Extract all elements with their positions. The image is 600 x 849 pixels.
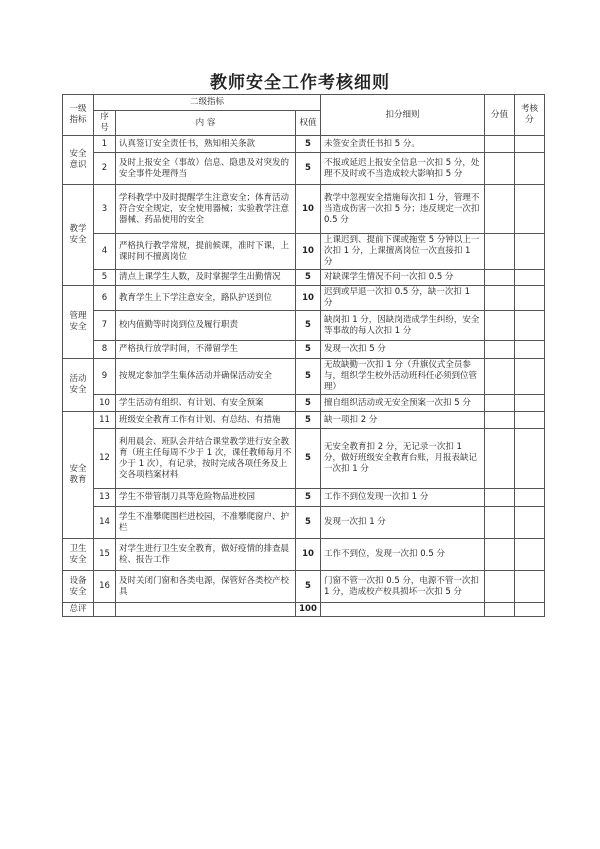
header-assess: 考核分	[515, 95, 545, 136]
page-title: 教师安全工作考核细则	[210, 73, 390, 93]
total-assess-cell[interactable]	[515, 603, 545, 617]
assess-cell[interactable]	[515, 286, 545, 311]
score-cell[interactable]	[485, 311, 515, 341]
score-cell[interactable]	[485, 429, 515, 489]
category-cell: 卫生安全	[63, 539, 94, 571]
row-rule: 缺一项扣 2 分	[321, 412, 485, 429]
row-content: 学生活动有组织、有计划、有安全预案	[116, 395, 296, 412]
score-cell[interactable]	[485, 341, 515, 359]
assessment-table	[62, 94, 545, 617]
row-number: 9	[94, 359, 116, 395]
row-rule: 迟到或早退一次扣 0.5 分，缺一次扣 1 分	[321, 286, 485, 311]
row-number: 11	[94, 412, 116, 429]
score-cell[interactable]	[485, 571, 515, 603]
row-number: 8	[94, 341, 116, 359]
table-row	[63, 185, 545, 234]
row-weight: 5	[296, 359, 321, 395]
score-cell[interactable]	[485, 185, 515, 234]
row-rule: 教学中忽视安全措施每次扣 1 分，管理不当造成伤害一次扣 5 分；违反规定一次扣 0.5 分	[321, 185, 485, 234]
table-row	[63, 359, 545, 395]
assess-cell[interactable]	[515, 507, 545, 539]
row-rule: 发现一次扣 1 分	[321, 507, 485, 539]
row-weight: 5	[296, 311, 321, 341]
row-rule: 未签安全责任书扣 5 分。	[321, 136, 485, 153]
total-weight: 100	[296, 603, 321, 617]
score-cell[interactable]	[485, 395, 515, 412]
row-weight: 5	[296, 489, 321, 507]
row-rule: 工作不到位发现一次扣 1 分	[321, 489, 485, 507]
score-cell[interactable]	[485, 153, 515, 185]
score-cell[interactable]	[485, 489, 515, 507]
row-number: 6	[94, 286, 116, 311]
row-weight: 10	[296, 286, 321, 311]
row-weight: 10	[296, 539, 321, 571]
header-deduct: 扣分细则	[321, 95, 485, 136]
row-number: 16	[94, 571, 116, 603]
row-number: 3	[94, 185, 116, 234]
row-weight: 5	[296, 270, 321, 286]
row-content: 按规定参加学生集体活动并确保活动安全	[116, 359, 296, 395]
category-cell: 设备安全	[63, 571, 94, 603]
empty-cell	[94, 603, 116, 617]
row-rule: 发现一次扣 5 分	[321, 341, 485, 359]
row-weight: 5	[296, 429, 321, 489]
row-weight: 10	[296, 185, 321, 234]
assess-cell[interactable]	[515, 429, 545, 489]
table-row	[63, 311, 545, 341]
row-number: 4	[94, 234, 116, 270]
assess-cell[interactable]	[515, 185, 545, 234]
table-row	[63, 286, 545, 311]
row-content: 教育学生上下学注意安全，路队护送到位	[116, 286, 296, 311]
assess-cell[interactable]	[515, 359, 545, 395]
row-rule: 无故缺勤一次扣 1 分（升旗仪式全员参与，组织学生校外活动班科任必须到位管理）	[321, 359, 485, 395]
row-rule: 不报或延迟上报安全信息一次扣 5 分，处理不及时或不当造成较大影响扣 5 分	[321, 153, 485, 185]
row-content: 学生不准攀爬围栏进校园，不准攀爬窗户、护栏	[116, 507, 296, 539]
row-content: 严格执行教学常规，提前候课，准时下课，上课时间不擅离岗位	[116, 234, 296, 270]
row-rule: 缺岗扣 1 分，因缺岗造成学生纠纷，安全等事故的每人次扣 1 分	[321, 311, 485, 341]
row-rule: 对缺课学生情况不问一次扣 0.5 分	[321, 270, 485, 286]
row-content: 对学生进行卫生安全教育，做好疫情的排查晨检、报告工作	[116, 539, 296, 571]
row-number: 2	[94, 153, 116, 185]
row-number: 7	[94, 311, 116, 341]
assess-cell[interactable]	[515, 341, 545, 359]
table-row	[63, 153, 545, 185]
score-cell[interactable]	[485, 507, 515, 539]
assess-cell[interactable]	[515, 395, 545, 412]
category-cell: 安全意识	[63, 136, 94, 185]
category-cell: 管理安全	[63, 286, 94, 359]
row-rule: 门窗不管一次扣 0.5 分，电源不管一次扣 1 分，造成校产校具损坏一次扣 5 分	[321, 571, 485, 603]
assess-cell[interactable]	[515, 270, 545, 286]
row-weight: 5	[296, 395, 321, 412]
row-number: 1	[94, 136, 116, 153]
header-level2: 二级指标	[94, 95, 321, 111]
category-cell: 安全教育	[63, 412, 94, 539]
row-content: 认真签订安全责任书，熟知相关条款	[116, 136, 296, 153]
row-content: 班级安全教育工作有计划、有总结、有措施	[116, 412, 296, 429]
row-number: 12	[94, 429, 116, 489]
table-row	[63, 395, 545, 412]
row-content: 及时上报安全（事故）信息、隐患及对突发的安全事件处理得当	[116, 153, 296, 185]
row-weight: 5	[296, 412, 321, 429]
header-content: 内 容	[116, 111, 296, 136]
row-weight: 5	[296, 136, 321, 153]
empty-cell	[116, 603, 296, 617]
header-weight: 权值	[296, 111, 321, 136]
row-weight: 5	[296, 341, 321, 359]
row-number: 14	[94, 507, 116, 539]
header-seq: 序号	[94, 111, 116, 136]
row-number: 10	[94, 395, 116, 412]
row-content: 学科教学中及时提醒学生注意安全；体育活动符合安全规定，安全使用器械；实验教学注意器械、药品使用的安全	[116, 185, 296, 234]
row-rule: 无安全教育扣 2 分，无记录一次扣 1 分，做好班级安全教育台账，月报表缺记一次扣 1 分	[321, 429, 485, 489]
assess-cell[interactable]	[515, 234, 545, 270]
row-content: 利用晨会、班队会并结合课堂教学进行安全教育（班主任每周不少于 1 次，课任教师每月不少于 1 次），有记录，按时完成各项任务及上交各项档案材料	[116, 429, 296, 489]
score-cell[interactable]	[485, 412, 515, 429]
assess-cell[interactable]	[515, 539, 545, 571]
score-cell[interactable]	[485, 270, 515, 286]
empty-cell	[321, 603, 485, 617]
table-row	[63, 412, 545, 429]
score-cell[interactable]	[485, 286, 515, 311]
row-rule: 擅自组织活动或无安全预案一次扣 5 分	[321, 395, 485, 412]
table-row	[63, 234, 545, 270]
table-row	[63, 429, 545, 489]
total-row	[63, 603, 545, 617]
row-content: 校内值勤等时岗到位及履行职责	[116, 311, 296, 341]
row-weight: 5	[296, 507, 321, 539]
row-content: 严格执行放学时间，不滞留学生	[116, 341, 296, 359]
row-weight: 10	[296, 234, 321, 270]
score-cell[interactable]	[485, 539, 515, 571]
score-cell[interactable]	[485, 136, 515, 153]
row-content: 清点上课学生人数，及时掌握学生出勤情况	[116, 270, 296, 286]
row-rule: 上课迟到、提前下课或拖堂 5 分钟以上一次扣 1 分，上课擅离岗位一次直接扣 1 分	[321, 234, 485, 270]
row-weight: 5	[296, 571, 321, 603]
category-cell: 教学安全	[63, 185, 94, 286]
header-level1: 一级指标	[63, 95, 94, 136]
row-number: 13	[94, 489, 116, 507]
score-cell[interactable]	[485, 234, 515, 270]
assess-cell[interactable]	[515, 571, 545, 603]
row-content: 学生不带管制刀具等危险物品进校园	[116, 489, 296, 507]
assess-cell[interactable]	[515, 311, 545, 341]
row-number: 15	[94, 539, 116, 571]
table-row	[63, 507, 545, 539]
total-label: 总评	[63, 603, 94, 617]
table-row	[63, 136, 545, 153]
table-row	[63, 341, 545, 359]
table-row	[63, 539, 545, 571]
row-number: 5	[94, 270, 116, 286]
table-row	[63, 571, 545, 603]
table-row	[63, 489, 545, 507]
category-cell: 活动安全	[63, 359, 94, 412]
score-cell[interactable]	[485, 359, 515, 395]
assess-cell[interactable]	[515, 412, 545, 429]
header-score: 分值	[485, 95, 515, 136]
assess-cell[interactable]	[515, 136, 545, 153]
assess-cell[interactable]	[515, 153, 545, 185]
row-content: 及时关闭门窗和各类电源，保管好各类校产校具	[116, 571, 296, 603]
table-row	[63, 270, 545, 286]
assess-cell[interactable]	[515, 489, 545, 507]
total-score-cell[interactable]	[485, 603, 515, 617]
row-rule: 工作不到位，发现一次扣 0.5 分	[321, 539, 485, 571]
row-weight: 5	[296, 153, 321, 185]
